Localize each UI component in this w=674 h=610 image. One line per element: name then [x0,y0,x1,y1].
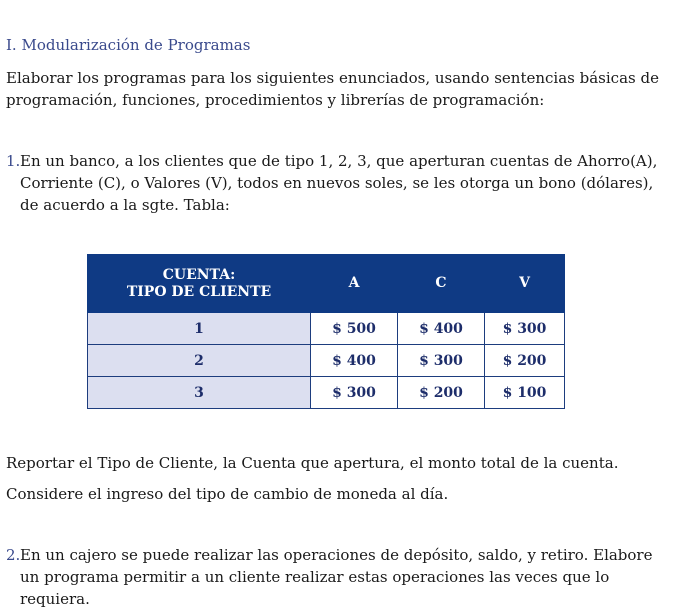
cell-v: $ 100 [485,377,565,409]
section-title: I. Modularización de Programas [6,36,251,54]
cell-a: $ 300 [311,377,398,409]
header-line-2: TIPO DE CLIENTE [126,283,272,300]
cell-a: $ 500 [311,313,398,345]
header-v: V [485,255,565,313]
question-2-number: 2. [6,546,21,564]
cell-v: $ 200 [485,345,565,377]
table-row [88,345,565,377]
cell-client-type: 2 [88,345,311,377]
intro-paragraph: Elaborar los programas para los siguientes enunciados, usando sentencias básicas de programación, funciones, procedimientos y librerías de programación: [6,69,659,109]
header-line-1: CUENTA: [162,266,236,283]
header-a: A [311,255,398,313]
table-row [88,377,565,409]
bonus-table [87,254,565,409]
cell-client-type: 3 [88,377,311,409]
cell-c: $ 200 [398,377,485,409]
question-2 [6,544,661,610]
question-1-text: En un banco, a los clientes que de tipo 1, 2, 3, que aperturan cuentas de Ahorro(A), Corriente (C), o Valores (V), todos en nuevos soles, se les otorga un bono (dólares), de acuerdo a la sgte. Tabla: [20,152,658,214]
question-1-number: 1. [6,152,21,170]
table-row [88,313,565,345]
cell-client-type: 1 [88,313,311,345]
consider-paragraph: Considere el ingreso del tipo de cambio de moneda al día. [6,485,449,503]
header-account-client-type [88,255,311,313]
cell-v: $ 300 [485,313,565,345]
cell-c: $ 300 [398,345,485,377]
question-1 [6,150,661,216]
table-header-row [88,255,565,313]
cell-c: $ 400 [398,313,485,345]
question-2-text: En un cajero se puede realizar las operaciones de depósito, saldo, y retiro. Elabore un programa permitir a un cliente realizar estas operaciones las veces que lo requiera. [20,546,653,608]
cell-a: $ 400 [311,345,398,377]
report-paragraph: Reportar el Tipo de Cliente, la Cuenta que apertura, el monto total de la cuenta. [6,454,619,472]
header-c: C [398,255,485,313]
